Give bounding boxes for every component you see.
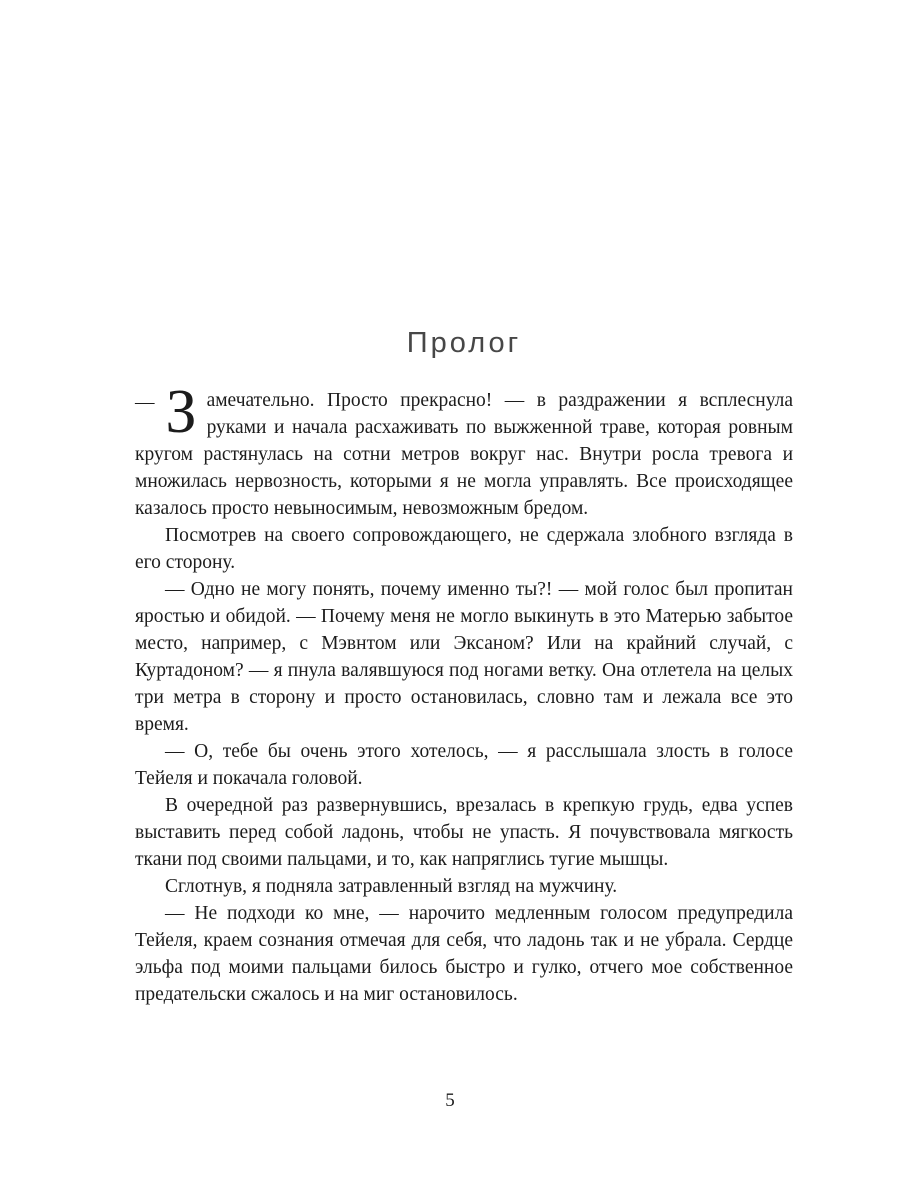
dropcap-dash: — [135,392,155,413]
paragraph-4: — О, тебе бы очень этого хотелось, — я расслышала злость в голосе Тейеля и покачала головой. [135,741,793,789]
paragraph-1 [135,378,793,522]
dropcap-group [135,378,197,446]
paragraph-6: Сглотнув, я подняла затравленный взгляд на мужчину. [165,876,618,897]
page-number: 5 [445,1090,455,1111]
paragraph-7: — Не подходи ко мне, — нарочито медленным голосом предупредила Тейеля, краем сознания отмечая для себя, что ладонь так и не убрала. Сердце эльфа под моими пальцами билось быстро и гулко, отчего мое собственное предательски сжалось и на миг остановилось. [135,903,793,1005]
text-block [135,326,793,1008]
paragraph-text: амечательно. Просто прекрасно! — в раздражении я всплеснула руками и начала расхаживать по выжженной траве, которая ровным кругом растянулась на сотни метров вокруг нас. Внутри росла тревога и множилась нервозность, которыми я не могла управлять. Все происходящее казалось просто невыносимым, невозможным бредом. [135,390,793,519]
dropcap-letter: З [165,378,197,446]
chapter-title: Пролог [406,327,522,359]
paragraph-5: В очередной раз развернувшись, врезалась в крепкую грудь, едва успев выставить перед собой ладонь, чтобы не упасть. Я почувствовала мягкость ткани под своими пальцами, и то, как напряглись тугие мышцы. [135,795,793,870]
paragraph-3: — Одно не могу понять, почему именно ты?! — мой голос был пропитан яростью и обидой. — Почему меня не могло выкинуть в это Матерью забытое место, например, с Мэвнтом или Эксаном? Или на крайний случай, с Куртадоном? — я пнула валявшуюся под ногами ветку. Она отлетела на целых три метра в сторону и просто остановилась, словно там и лежала все это время. [135,579,793,735]
paragraph-2: Посмотрев на своего сопровождающего, не сдержала злобного взгляда в его сторону. [135,525,793,573]
